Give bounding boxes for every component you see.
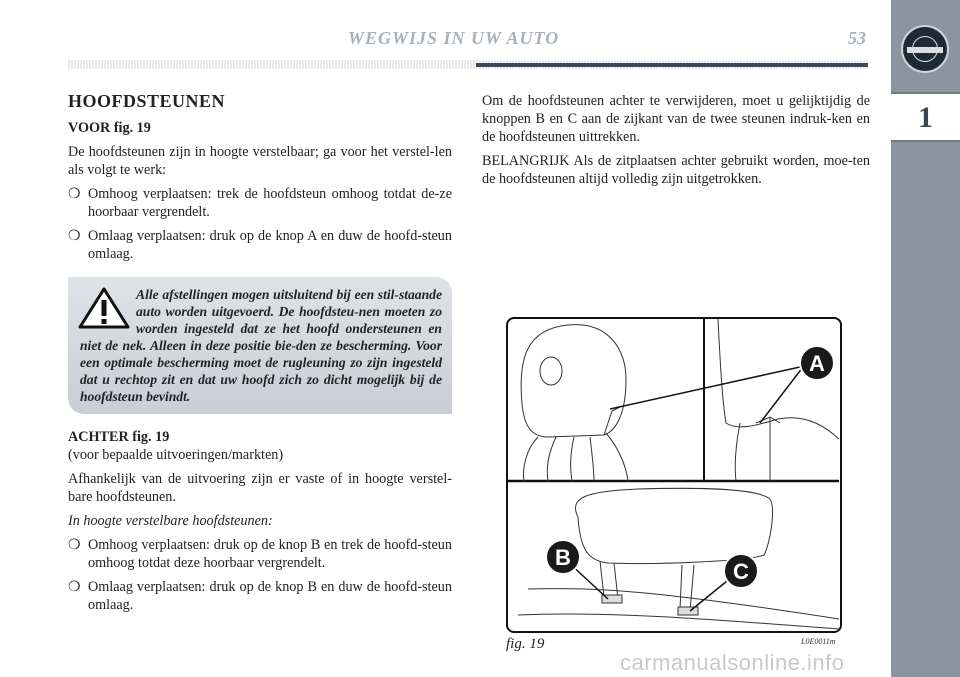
warning-triangle-icon [78,286,130,330]
front-subheading: VOOR fig. 19 [68,120,151,136]
left-column [68,92,452,620]
watermark: carmanualsonline.info [620,650,845,675]
svg-text:C: C [733,559,749,584]
lancia-logo-icon [901,25,949,73]
label-a-badge [800,346,834,380]
removal-paragraph: Om de hoofdsteunen achter te verwijderen, moet u gelijktijdig de knoppen B en C aan de zijkant van de twee steunen indruk-ken en de hoofdsteunen uittrekken. [482,93,870,145]
list-item [68,578,452,614]
front-intro: De hoofdsteunen zijn in hoogte verstelbaar; ga voor het verstel-len als volgt te werk: [68,144,452,178]
list-item-text: Omhoog verplaatsen: trek de hoofdsteun omhoog totdat de-ze hoorbaar vergrendelt. [88,186,452,220]
chapter-number: 1 [918,101,933,134]
rear-intro: Afhankelijk van de uitvoering zijn er vaste of in hoogte verstel-bare hoofdsteunen. [68,471,452,505]
page-number: 53 [848,28,866,48]
rear-italic-heading: In hoogte verstelbare hoofdsteunen: [68,513,273,529]
bullet-icon: ❍ [68,186,81,202]
lancia-emblem-icon [540,357,562,385]
list-item-text: Omlaag verplaatsen: druk op de knop B en duw de hoofd-steun omlaag. [88,579,452,613]
list-item [68,227,452,263]
svg-text:A: A [809,351,825,376]
figure-caption: fig. 19 [506,636,545,652]
warning-text: Alle afstellingen mogen uitsluitend bij een stil-staande auto worden uitgevoerd. De hoofdsteu-nen moeten zo worden ingesteld dat ze het hoofd ondersteunen en niet de nek. Alleen in deze positie bie-den ze bescherming. Voor een optimale bescherming moet de rugleuning zo zijn ingesteld dat u rechtop zit en dat uw hoofd zich zo dicht mogelijk bij de hoofdsteun bevindt. [80,287,442,404]
running-header-title: WEGWIJS IN UW AUTO [348,28,560,48]
important-paragraph: BELANGRIJK Als de zitplaatsen achter gebruikt worden, moe-ten de hoofdsteunen altijd volledig zijn uitgetrokken. [482,153,870,187]
list-item [68,536,452,572]
figure-19 [506,317,842,633]
figure-code: L0E0011m [801,637,836,646]
bullet-icon: ❍ [68,579,81,595]
section-heading: HOOFDSTEUNEN [68,91,226,111]
bullet-icon: ❍ [68,537,81,553]
headrest-illustration [508,319,839,630]
chapter-tab[interactable] [891,92,960,142]
rear-note: (voor bepaalde uitvoeringen/markten) [68,447,284,463]
label-c-badge [724,554,758,588]
header-rule-accent [476,63,868,67]
right-column [482,92,870,194]
svg-text:B: B [555,545,571,570]
list-item [68,185,452,221]
rear-subheading: ACHTER fig. 19 [68,429,170,445]
label-b-badge [546,540,580,574]
warning-box [68,277,452,414]
list-item-text: Omlaag verplaatsen: druk op de knop A en duw de hoofd-steun omlaag. [88,228,452,262]
logo-banner [907,47,943,53]
list-item-text: Omhoog verplaatsen: druk op de knop B en trek de hoofd-steun omhoog totdat deze hoorbaar vergrendelt. [88,537,452,571]
bullet-icon: ❍ [68,228,81,244]
